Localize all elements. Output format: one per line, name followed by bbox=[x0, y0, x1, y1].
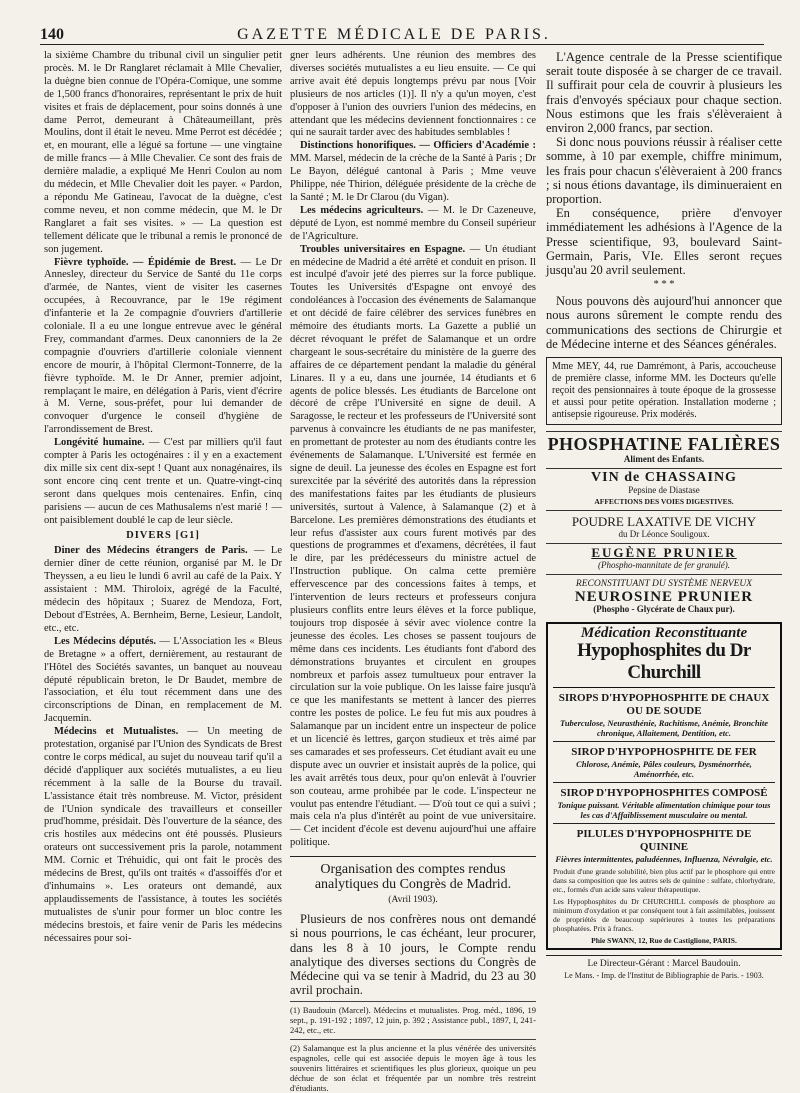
ad-phosphatine bbox=[546, 431, 782, 468]
separator-stars: * * * bbox=[653, 279, 675, 291]
paragraph-text: — Le Dr Annesley, directeur du Service de Santé du 11e corps d'armée, de Nantes, vient de visiter les casernes occupées, à Recouvrance, par le 19e régiment d'infanterie et la 2e compagnie d'ouvriers d'artillerie coloniale. Il a eu une longue entrevue avec le général Frey, commandant d'armes. Deux canonniers de la 2e compagnie d'ouvriers d'artillerie coloniale viennent encore de mourir, à l'hôpital Clermont-Tonnerre, de la fièvre typhoïde. M. le Dr Anner, premier adjoint, remplaçant le maire, en délégation à Paris, vient d'écrire à M. Verne, sous-préfet, pour lui demander de convoquer d'urgence le conseil d'hygiène de l'arrondissement de Brest. bbox=[44, 256, 282, 436]
paragraph bbox=[44, 545, 282, 635]
churchill-head1: Médication Reconstituante bbox=[580, 624, 748, 641]
ad-chassaing-title: VIN de CHASSAING bbox=[591, 469, 737, 485]
churchill-desc-2: Chlorose, Anémie, Pâles couleurs, Dysménorrhée, Aménorrhée, etc. bbox=[576, 758, 752, 779]
column-3 bbox=[546, 50, 782, 1010]
article-date: (Avril 1903). bbox=[388, 895, 438, 906]
ad-phosphatine-title: PHOSPHATINE FALIÈRES bbox=[547, 433, 781, 454]
paragraph-text: — L'Association les « Bleus de Bretagne » a offert, dernièrement, au restaurant de l'Hôtel des Sociétés savantes, un banquet au nouveau député républicain breton, le Dr Baudet, membre de l'association, et élu tout récemment dans une des circonscriptions de Dinan, en remplacement de M. Jacquemin. bbox=[44, 635, 282, 725]
article-paragraph: L'Agence centrale de la Presse scientifique serait toute disposée à se charger de ce travail. Il suffirait pour cela de couvrir à plusieurs les frais d'envoyés spéciaux pour chaque section. Nous estimons que les frais s'élèveraient à environ 2,000 francs, par section. bbox=[546, 50, 782, 136]
ad-neurosine bbox=[546, 574, 782, 618]
article-title: Organisation des comptes rendus analytiques du Congrès de Madrid. bbox=[290, 856, 536, 892]
article-paragraph: Nous pouvons dès aujourd'hui annoncer que nous aurons sûrement le compte rendu des communications des sections de Chirurgie et de Médecine interne et des Séances générales. bbox=[546, 294, 782, 351]
paragraph bbox=[290, 205, 536, 244]
ad-neurosine-title: NEUROSINE PRUNIER bbox=[574, 588, 754, 605]
ad-vichy bbox=[546, 510, 782, 543]
paragraph-text: — Un meeting de protestation, organisé par l'Union des Syndicats de Brest contre le corps médical, au sujet du nouveau tarif qu'il a décidé d'appliquer aux sociétés mutualistes, a eu lieu récemment à la salle de la Bourse du travail. L'assistance était très nombreuse. M. Victor, président de l'Union syndicale des travailleurs et conseiller prud'homme, présidait. Dès l'ouverture de la séance, des cris hostiles aux médecins ont été poussés. Plusieurs orateurs ont successivement pris la parole, notamment MM. Cornic et Tréhuidic, qui ont fait le procès des médecins de Brest, qu'ils ont traités « d'assoiffés d'or et d'inhumains ». Les orateurs ont demandé, aux applaudissements de l'assistance, à toutes les sociétés mutualistes de s'unir pour former un bloc contre les médecins brestois, et faire venir de Paris les médecins nécessaires pour soi- bbox=[44, 726, 283, 944]
ad-chassaing-sub2: AFFECTIONS DES VOIES DIGESTIVES. bbox=[594, 496, 734, 506]
paragraph-text: MM. Marsel, médecin de la crèche de la Santé à Paris ; Dr Le Bayon, délégué cantonal à Paris ; Mme veuve Philippe, née Thirion, déléguée présidente de la crèche de la Santé ; M. le Dr Clarou (du Vigan). bbox=[290, 153, 536, 203]
ad-mey: Mme MEY, 44, rue Damrémont, à Paris, accoucheuse de première classe, informe MM. les Docteurs qu'elle reçoit des pensionnaires à toute époque de la grossesse et aussi pour petite opération. Installation moderne ; antisepsie rigoureuse. Prix modérés. bbox=[546, 357, 782, 425]
paragraph-heading: Fièvre typhoïde. — Épidémie de Brest. bbox=[54, 256, 237, 268]
paragraph bbox=[290, 244, 536, 851]
churchill-head2: Hypophosphites du Dr Churchill bbox=[553, 640, 775, 688]
churchill-text-1: Produit d'une grande solubilité, bien plus actif par le phosphore qui entre dans sa composition que les autres sels de quinine : sulfate, chlorhydrate, etc., formés d'un acide sans valeur thérapeutique. bbox=[553, 866, 775, 894]
page-number: 140 bbox=[40, 26, 64, 43]
paragraph-heading: Les médecins agriculteurs. bbox=[300, 204, 424, 216]
churchill-desc-4: Fièvres intermittentes, paludéennes, Influenza, Névralgie, etc. bbox=[555, 853, 773, 864]
churchill-product-2: SIROP D'HYPOPHOSPHITE DE FER bbox=[571, 745, 757, 758]
paragraph-text: — C'est par milliers qu'il faut compter à Paris les octogénaires : il y en a exactement dix mille six cent dix-sept ! Quant aux nonagénaires, ils sont encore cinq cent trente et un. Quatre-vingt-cinq seront dans quelques mois centenaires. Enfin, cinq parisiens — aucun de ces Mathusalems n'est marié ! — ont paisiblement doublé le cap de leur siècle. bbox=[44, 437, 282, 526]
ad-prunier-title: EUGÈNE PRUNIER bbox=[591, 544, 737, 560]
churchill-text-2: Les Hypophosphites du Dr CHURCHILL composés de phosphore au minimum d'oxydation et par conséquent tout à fait assimilables, jouissent de propriétés de beaucoup supérieures à toutes les préparations phosphatées. Prix à francs. bbox=[553, 896, 775, 933]
paragraph-heading: Les Médecins députés. bbox=[54, 635, 157, 647]
churchill-product-4: PILULES D'HYPOPHOSPHITE DE QUININE bbox=[576, 827, 752, 853]
paragraph bbox=[44, 636, 282, 726]
paragraph-heading: Distinctions honorifiques. — Officiers d'Académie : bbox=[300, 140, 536, 152]
paragraph-heading: Médecins et Mutualistes. bbox=[54, 726, 179, 738]
ad-vichy-sub: du Dr Léonce Souligoux. bbox=[618, 528, 710, 539]
article-paragraph: Plusieurs de nos confrères nous ont demandé si nous pourrions, le cas échéant, leur procurer, dans les 8 à 10 jours, le Compte rendu analytique des diverses sections du Congrès de Médecine qui va se tenir à Madrid, du 23 au 30 avril prochain. bbox=[290, 912, 536, 998]
article-paragraph: En conséquence, prière d'envoyer immédiatement les adhésions à l'Agence de la Presse scientifique, 93, boulevard Saint-Germain, Paris, VIe. Elles seront reçues jusqu'au 20 avril seulement. bbox=[546, 206, 782, 278]
ad-prunier-sub: (Phospho-mannitate de fer granulé). bbox=[598, 559, 730, 570]
ad-prunier bbox=[546, 543, 782, 574]
paragraph-heading: Longévité humaine. bbox=[54, 437, 145, 449]
paragraph-heading: Troubles universitaires en Espagne. bbox=[300, 243, 466, 255]
paragraph bbox=[44, 50, 282, 257]
paragraph bbox=[44, 437, 282, 527]
paragraph bbox=[44, 257, 282, 438]
footnote: (2) Salamanque est la plus ancienne et la plus vénérée des universités espagnoles, celle qui est associée depuis le moyen âge à tous les souvenirs littéraires et scientifiques les plus glorieux, quoique un peu déchue de son éclat et fréquentée par un nombre très restreint d'étudiants. bbox=[290, 1039, 536, 1093]
footnote: (1) Baudouin (Marcel). Médecins et mutualistes. Prog. méd., 1896, 19 sept., p. 191-192 ; 1897, 12 juin, p. 392 ; Assistance publ., 1897, I, 241-242, etc., etc. bbox=[290, 1001, 536, 1035]
article-paragraph: Si donc nous pouvions réussir à réaliser cette somme, à 10 par exemple, chiffre minimum, les frais pour chacun s'élèveraient à 200 francs ; si nous étions davantage, ils diminueraient en proportion. bbox=[546, 135, 782, 207]
paragraph-text: gner leurs adhérents. Une réunion des membres des diverses sociétés mutualistes a eu lieu ensuite. — Ce qui arrive avait été depuis longtemps prévu par nous [Voir plusieurs de nos articles (1)]. Il n'y a qu'un moyen, c'est d'opposer à l'union des ouvriers l'union des médecins, en attendant que les médecins deviennent fonctionnaires : ce qui ne saurait tarder avec des habitudes semblables ! bbox=[290, 50, 536, 139]
paragraph bbox=[290, 140, 536, 205]
paragraph-text: — Le dernier dîner de cette réunion, organisé par M. le Dr Theyssen, a eu lieu le lundi 6 avril au café de la Paix. Y assistaient : MM. Thiroloix, agrégé de la Faculté, médecin des hôpitaux ; Suarez de Mendoza, Fort, Debout d'Estrées, A. Bernheim, Berne, Lesieur, Landolt, etc., etc. bbox=[44, 545, 283, 634]
paragraph-heading: Diner des Médecins étrangers de Paris. bbox=[54, 545, 248, 557]
churchill-text-3: Phie SWANN, 12, Rue de Castiglione, PARIS. bbox=[591, 935, 737, 945]
ad-phosphatine-sub: Aliment des Enfants. bbox=[623, 453, 705, 464]
paragraph-text: — M. le Dr Cazeneuve, député de Lyon, est nommé membre du Conseil supérieur de l'Agriculture. bbox=[290, 204, 536, 242]
page-header bbox=[40, 20, 764, 45]
ad-vichy-title: POUDRE LAXATIVE DE VICHY bbox=[571, 513, 757, 529]
paragraph bbox=[44, 726, 282, 945]
churchill-product-3: SIROP D'HYPOPHOSPHITES COMPOSÉ bbox=[560, 786, 768, 799]
churchill-desc-1: Tuberculose, Neurasthénie, Rachitisme, Anémie, Bronchite chronique, Allaitement, Dentition, etc. bbox=[559, 717, 769, 738]
footer-gerant: Le Directeur-Gérant : Marcel Baudouin. bbox=[546, 955, 782, 971]
footer-printer: Le Mans. - Imp. de l'Institut de Bibliographie de Paris. - 1903. bbox=[564, 971, 764, 981]
ad-chassaing bbox=[546, 468, 782, 510]
column-2 bbox=[290, 50, 537, 1093]
paragraph-text: — Un étudiant en médecine de Madrid a été arrêté et conduit en prison. Il est inculpé d'avoir jeté des pierres sur la force publique. Toutes les Universités d'Espagne ont envoyé des condoléances à l'occasion des événements de Salamanque et ont décidé de faire célébrer des services funèbres en mémoire des étudiants morts. La Gazette a publié un décret révoquant le préfet de Salamanque et un ordre chargeant le sous-secrétaire du ministère de la guerre des affaires de ce département pendant la maladie du général Linares. Il y a eu, dans une journée, 14 étudiants et 6 agents de police blessés. Les étudiants de Barcelone ont décoré de crêpe l'Université en signe de deuil. A Saragosse, le recteur et les professeurs de l'Université sont parvenus à convaincre les étudiants de ne pas manifester, en promettant de protester au nom des étudiants contre les événements de Salamanque. L'Université est fermée en signe de deuil. La jeunesse des écoles en Espagne est fort surexcitée par la sévérité des autorités dans la répression des manifestations faites par les étudiants de plusieurs universités, surtout à Valence, à Salamanque (2) et à Barcelone. Les premières démonstrations des étudiants et leur refus d'assister aux cours furent motivés par des questions de programmes et d'examens, décrétées, il faut le dire, par les prédécesseurs du ministre actuel de l'Instruction publique. On calma cette première effervescence par des concessions faites à temps, et l'intervention de leurs recteurs et professeurs conjura plusieurs conflits entre leurs élèves et la force publique, toujours trop disposée à sévir avec violence contre la jeunesse des écoles. Les choses se passent toujours de même dans ces incidents. Les étudiants font d'abord des démonstrations bruyantes et circulent en groupes nombreux et parfois assez tumultueux pour entraver la circulation sur la voie publique. On les laisse faire jusqu'à ce que les manifestants se mettent à lancer des pierres contre les postes de police. Le feu fut mis aux poudres à Salamanque par un incident entre un inspecteur de police et un licencié ès lettres, garçon studieux et très aimé par ses camarades et ses professeurs. Cet étudiant avait eu une dispute avec un ouvrier et insistait auprès de la police, qui les avait arrêtés tous deux, pour qu'on enlevât à l'ouvrier son couteau, arme prohibée par le code. L'inspecteur ne voulut pas entendre l'étudiant. — D'où tout ce qui a suivi ; mais cela n'a plus d'intérêt au point de vue universitaire. — Cet incident d'école est devenu aujourd'hui une affaire politique. bbox=[290, 243, 537, 849]
section-heading: DIVERS [G1] bbox=[126, 529, 200, 541]
journal-title: GAZETTE MÉDICALE DE PARIS. bbox=[237, 26, 551, 43]
column-1 bbox=[44, 50, 282, 1010]
churchill-desc-3: Tonique puissant. Véritable alimentation chimique pour tous les cas d'Affaiblissement musculaire ou mental. bbox=[557, 799, 771, 820]
ad-neurosine-sub: (Phospho - Glycérate de Chaux pur). bbox=[593, 603, 735, 614]
paragraph-text: la sixième Chambre du tribunal civil un singulier petit procès. M. le Dr Ranglaret réclamait à Mlle Chevalier, la duègne bien connue de l'Opéra-Comique, une somme de 1,500 francs d'honoraires, représentant le prix de huit visites et frais de déplacement, pour soins donnés à une dame Perrot, demeurant à Châteaumeillant, près Moulins, dont il était le neveu. Mme Perrot est décédée ; et, en mourant, elle a légué sa fortune — une vingtaine de mille francs — à Mlle Chevalier. Ce sont des frais de dernière maladie, a expliqué Me Henri Coulon au nom du médecin, et Mlle Chevalier doit les payer. « Pardon, a répondu Me Gatineau, l'avocat de la duègne, c'est comme neveu, et non comme médecin, que M. le Dr Ranglaret a fait ses visites. » — La question est tellement délicate que le tribunal a remis le prononcé de son jugement. bbox=[44, 50, 282, 255]
churchill-product-1: SIROPS D'HYPOPHOSPHITE DE CHAUX OU DE SOUDE bbox=[558, 691, 770, 717]
ad-churchill bbox=[546, 622, 782, 950]
ad-chassaing-sub1: Pepsine de Diastase bbox=[628, 484, 700, 495]
ad-neurosine-top: RECONSTITUANT DU SYSTÈME NERVEUX bbox=[575, 578, 753, 589]
paragraph bbox=[290, 50, 536, 140]
